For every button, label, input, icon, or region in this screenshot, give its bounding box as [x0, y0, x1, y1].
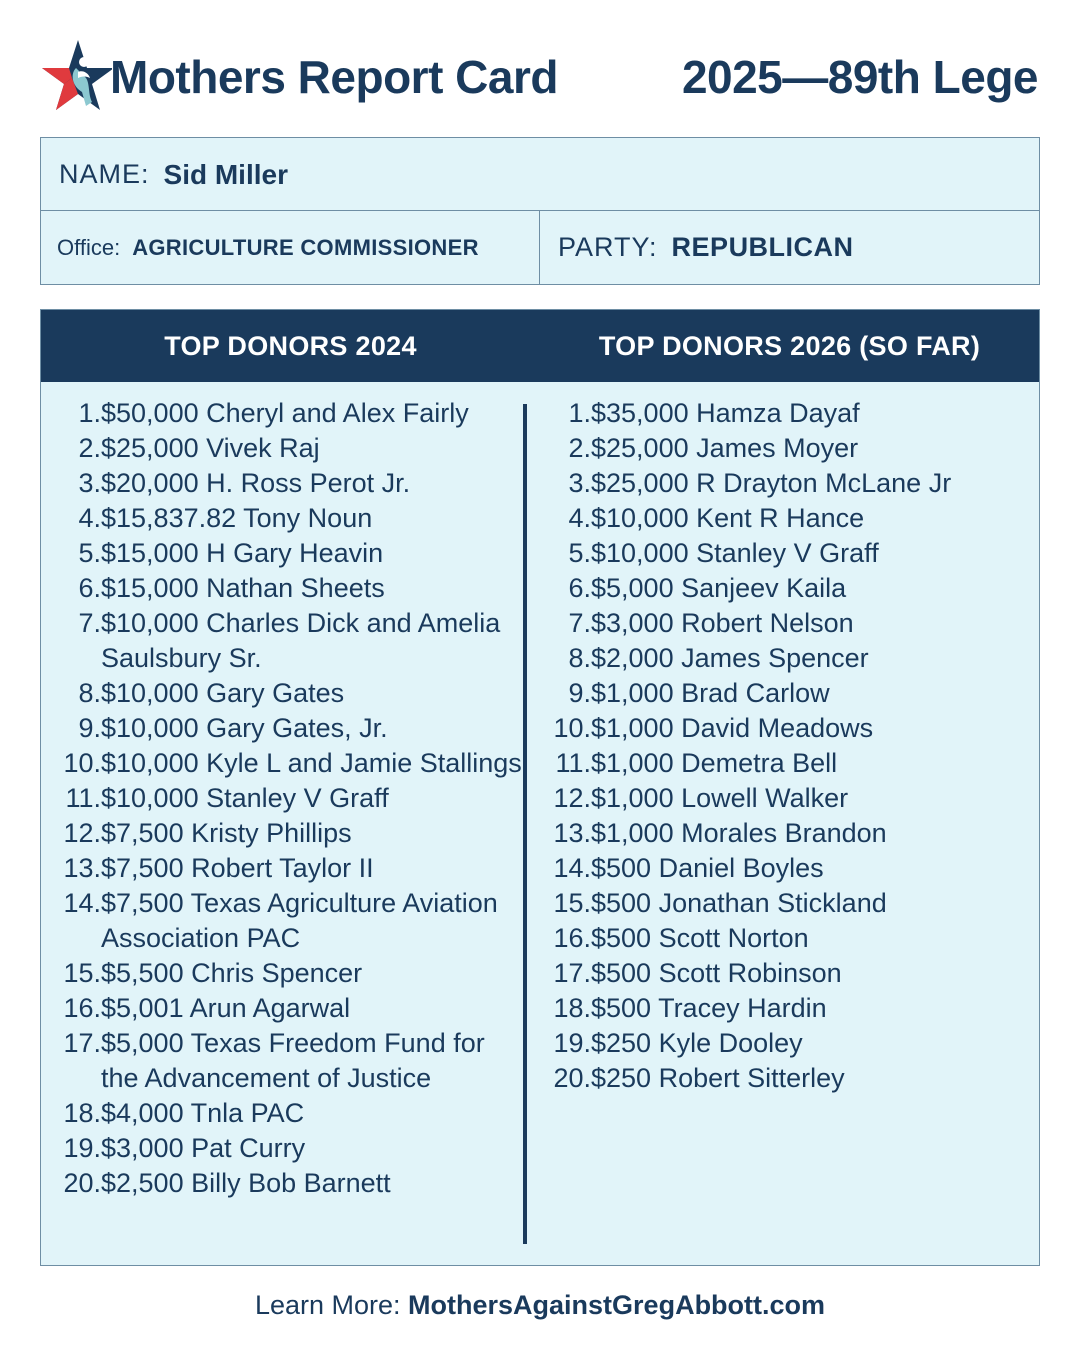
donor-entry: $10,000 Stanley V Graff	[591, 538, 879, 568]
donor-list-item	[57, 466, 527, 501]
donor-rank: 7.	[568, 608, 591, 638]
donors-2024-title: TOP DONORS 2024	[164, 330, 417, 361]
donor-rank: 4.	[78, 503, 101, 533]
name-label: NAME:	[59, 159, 150, 189]
donor-rank: 17.	[63, 1028, 101, 1058]
donor-rank: 9.	[78, 713, 101, 743]
donor-rank: 20.	[553, 1063, 591, 1093]
donor-rank: 2.	[78, 433, 101, 463]
donor-entry: $500 Scott Robinson	[591, 958, 842, 988]
donor-entry: $15,000 Nathan Sheets	[101, 573, 385, 603]
donor-entry: $4,000 Tnla PAC	[101, 1098, 305, 1128]
donor-rank: 20.	[63, 1168, 101, 1198]
donor-rank: 13.	[63, 853, 101, 883]
donor-rank: 6.	[568, 573, 591, 603]
donor-list-item	[57, 956, 527, 991]
footer	[0, 1290, 1080, 1321]
donor-entry: $5,000 Sanjeev Kaila	[591, 573, 847, 603]
donor-entry: $500 Daniel Boyles	[591, 853, 824, 883]
donor-list-item	[57, 606, 527, 676]
donor-list-item	[547, 676, 1017, 711]
donor-rank: 12.	[63, 818, 101, 848]
donor-entry: $1,000 Lowell Walker	[591, 783, 849, 813]
office-party-row	[41, 211, 1039, 284]
donor-list-item	[547, 1061, 1017, 1096]
candidate-info-box	[40, 137, 1040, 285]
donor-entry: $2,000 James Spencer	[591, 643, 869, 673]
donor-entry: $5,001 Arun Agarwal	[101, 993, 351, 1023]
donor-rank: 16.	[63, 993, 101, 1023]
donor-rank: 5.	[78, 538, 101, 568]
donor-rank: 10.	[553, 713, 591, 743]
donor-rank: 1.	[568, 398, 591, 428]
donor-list-item	[57, 851, 527, 886]
donor-entry: $500 Tracey Hardin	[591, 993, 827, 1023]
donor-rank: 14.	[553, 853, 591, 883]
donor-list-item	[547, 501, 1017, 536]
donor-rank: 18.	[553, 993, 591, 1023]
learn-more-label: Learn More:	[254, 1290, 401, 1320]
donor-rank: 15.	[63, 958, 101, 988]
donor-list-item	[57, 676, 527, 711]
donor-rank: 14.	[63, 888, 101, 918]
donor-entry: $500 Jonathan Stickland	[591, 888, 887, 918]
donor-list-item	[57, 536, 527, 571]
donor-entry: $10,000 Gary Gates	[101, 678, 345, 708]
donor-entry: $3,000 Robert Nelson	[591, 608, 854, 638]
donor-list-item	[547, 571, 1017, 606]
donor-entry: $7,500 Robert Taylor II	[101, 853, 374, 883]
donor-list-item	[547, 466, 1017, 501]
website-link[interactable]: MothersAgainstGregAbbott.com	[408, 1290, 826, 1320]
donor-list-item	[57, 1166, 527, 1201]
donor-entry: $10,000 Kent R Hance	[591, 503, 865, 533]
donor-list-item	[57, 816, 527, 851]
donor-entry: $500 Scott Norton	[591, 923, 809, 953]
donor-rank: 16.	[553, 923, 591, 953]
donor-entry: $35,000 Hamza Dayaf	[591, 398, 860, 428]
donor-entry: $1,000 Brad Carlow	[591, 678, 830, 708]
donor-entry: $5,500 Chris Spencer	[101, 958, 363, 988]
donor-rank: 2.	[568, 433, 591, 463]
donor-entry: $15,000 H Gary Heavin	[101, 538, 384, 568]
name-value: Sid Miller	[163, 158, 288, 190]
session-title: 2025—89th Lege	[681, 51, 1038, 103]
donor-rank: 15.	[553, 888, 591, 918]
donor-rank: 17.	[553, 958, 591, 988]
donor-list-item	[57, 991, 527, 1026]
column-divider	[523, 404, 527, 1244]
donor-entry: $50,000 Cheryl and Alex Fairly	[101, 398, 469, 428]
donors-2026-title: TOP DONORS 2026 (SO FAR)	[598, 330, 981, 361]
donor-list-item	[547, 851, 1017, 886]
donor-entry: $10,000 Charles Dick and Amelia Saulsbury Sr.	[101, 608, 501, 673]
donor-list-item	[57, 746, 527, 781]
donor-entry: $250 Robert Sitterley	[591, 1063, 845, 1093]
donor-list-item	[547, 606, 1017, 641]
donor-list-item	[57, 396, 527, 431]
donor-entry: $1,000 Morales Brandon	[591, 818, 887, 848]
party-label: PARTY:	[558, 232, 658, 262]
donor-rank: 4.	[568, 503, 591, 533]
donor-rank: 5.	[568, 538, 591, 568]
donors-2024-list	[57, 396, 527, 1201]
donor-list-item	[547, 711, 1017, 746]
donor-entry: $7,500 Texas Agriculture Aviation Association PAC	[101, 888, 498, 953]
donor-rank: 19.	[553, 1028, 591, 1058]
donor-entry: $7,500 Kristy Phillips	[101, 818, 352, 848]
office-value: AGRICULTURE COMMISSIONER	[132, 234, 479, 260]
donor-list-item	[547, 431, 1017, 466]
donor-rank: 11.	[65, 783, 101, 813]
donor-entry: $25,000 R Drayton McLane Jr	[591, 468, 952, 498]
donor-list-item	[547, 1026, 1017, 1061]
donor-list-item	[57, 431, 527, 466]
office-cell	[41, 211, 540, 284]
donor-rank: 18.	[63, 1098, 101, 1128]
donor-entry: $15,837.82 Tony Noun	[101, 503, 373, 533]
brand-title: Mothers Report Card	[110, 51, 558, 103]
donor-rank: 6.	[78, 573, 101, 603]
donor-entry: $10,000 Stanley V Graff	[101, 783, 389, 813]
donor-list-item	[57, 886, 527, 956]
donor-list-item	[547, 641, 1017, 676]
donor-entry: $20,000 H. Ross Perot Jr.	[101, 468, 411, 498]
donor-list-item	[57, 501, 527, 536]
donor-rank: 7.	[78, 608, 101, 638]
donor-list-item	[547, 921, 1017, 956]
donor-list-item	[57, 1026, 527, 1096]
donor-entry: $1,000 David Meadows	[591, 713, 874, 743]
donor-list-item	[547, 816, 1017, 851]
donor-list-item	[547, 396, 1017, 431]
party-value: REPUBLICAN	[671, 232, 854, 262]
donors-2026-list	[547, 396, 1017, 1096]
donors-panel	[40, 309, 1040, 1266]
donor-list-item	[547, 746, 1017, 781]
donor-list-item	[547, 956, 1017, 991]
donor-list-item	[57, 781, 527, 816]
donor-entry: $5,000 Texas Freedom Fund for the Advancement of Justice	[101, 1028, 485, 1093]
donor-entry: $10,000 Kyle L and Jamie Stallings	[101, 748, 522, 778]
donor-entry: $2,500 Billy Bob Barnett	[101, 1168, 391, 1198]
donor-rank: 8.	[78, 678, 101, 708]
donor-rank: 1.	[78, 398, 101, 428]
donor-list-item	[547, 781, 1017, 816]
donor-list-item	[547, 991, 1017, 1026]
name-row	[41, 138, 1039, 211]
donor-list-item	[57, 1096, 527, 1131]
donor-entry: $10,000 Gary Gates, Jr.	[101, 713, 388, 743]
donor-rank: 3.	[568, 468, 591, 498]
donor-list-item	[547, 886, 1017, 921]
donor-list-item	[57, 571, 527, 606]
donor-rank: 12.	[553, 783, 591, 813]
donor-rank: 10.	[63, 748, 101, 778]
party-cell	[540, 211, 1039, 284]
donor-rank: 3.	[78, 468, 101, 498]
donor-list-item	[57, 711, 527, 746]
donor-rank: 8.	[568, 643, 591, 673]
donor-rank: 13.	[553, 818, 591, 848]
donor-entry: $25,000 Vivek Raj	[101, 433, 320, 463]
donor-entry: $250 Kyle Dooley	[591, 1028, 803, 1058]
page-header	[40, 30, 1040, 120]
donors-header	[41, 310, 1039, 382]
office-label: Office:	[57, 234, 121, 260]
donor-rank: 9.	[568, 678, 591, 708]
donor-entry: $1,000 Demetra Bell	[591, 748, 838, 778]
donor-list-item	[547, 536, 1017, 571]
donor-rank: 11.	[555, 748, 591, 778]
star-logo-icon	[42, 34, 112, 112]
donor-entry: $25,000 James Moyer	[591, 433, 859, 463]
donor-list-item	[57, 1131, 527, 1166]
donor-entry: $3,000 Pat Curry	[101, 1133, 306, 1163]
donor-rank: 19.	[63, 1133, 101, 1163]
